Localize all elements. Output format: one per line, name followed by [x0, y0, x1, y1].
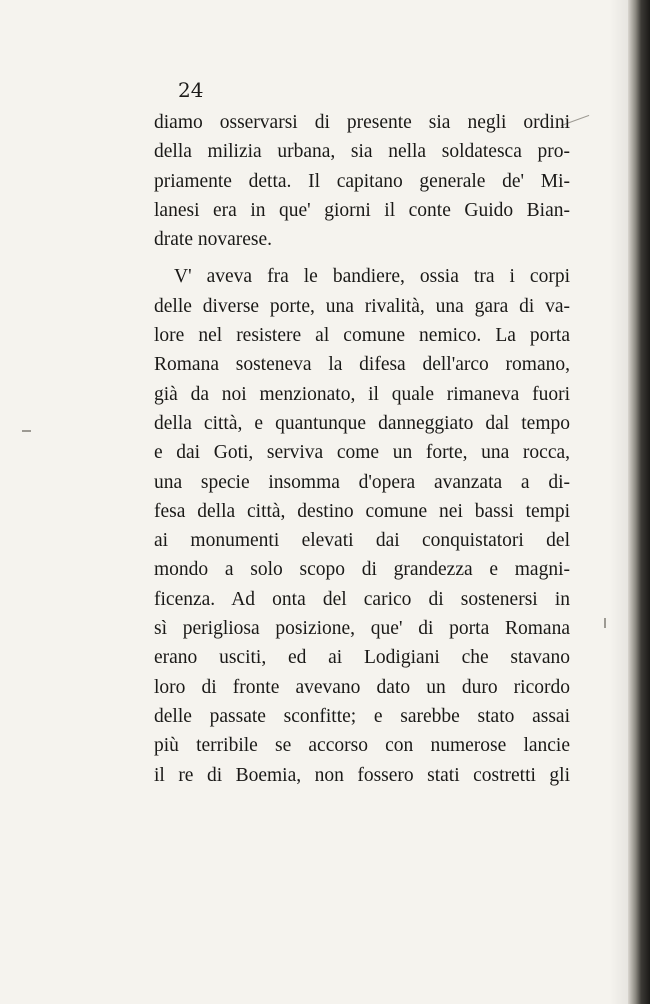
text-line: Romana sosteneva la difesa dell'arco romano,: [154, 354, 570, 376]
gutter-shadow: [610, 0, 628, 1004]
margin-mark: [22, 430, 31, 432]
text-line: già da noi menzionato, il quale rimaneva fuori: [154, 383, 570, 405]
margin-mark: [604, 618, 606, 628]
text-line: mondo a solo scopo di grandezza e magni-: [154, 559, 570, 581]
text-line: sì perigliosa posizione, que' di porta Romana: [154, 618, 570, 640]
text-line: il re di Boemia, non fossero stati costretti gli: [154, 764, 570, 786]
text-line: fesa della città, destino comune nei bassi tempi: [154, 500, 570, 522]
text-line: erano usciti, ed ai Lodigiani che stavano: [154, 647, 570, 669]
book-gutter: [628, 0, 650, 1004]
body-text: [154, 108, 570, 790]
paragraph: [154, 108, 570, 254]
text-line: loro di fronte avevano dato un duro ricordo: [154, 676, 570, 698]
paragraph: [154, 262, 570, 789]
text-line: della milizia urbana, sia nella soldatesca pro-: [154, 141, 570, 163]
text-line: ficenza. Ad onta del carico di sostenersi in: [154, 588, 570, 610]
text-line: ai monumenti elevati dai conquistatori del: [154, 530, 570, 552]
text-line: diamo osservarsi di presente sia negli ordini: [154, 112, 570, 133]
text-line: lore nel resistere al comune nemico. La porta: [154, 325, 570, 347]
text-line: della città, e quantunque danneggiato dal tempo: [154, 412, 570, 434]
text-line: priamente detta. Il capitano generale de' Mi-: [154, 170, 570, 192]
text-line: più terribile se accorso con numerose lancie: [154, 735, 570, 757]
text-line: V' aveva fra le bandiere, ossia tra i corpi: [174, 266, 570, 288]
text-line: e dai Goti, serviva come un forte, una rocca,: [154, 442, 570, 464]
text-line: drate novarese.: [154, 229, 273, 251]
text-line: lanesi era in que' giorni il conte Guido Bian-: [154, 199, 570, 221]
text-line: delle diverse porte, una rivalità, una gara di va-: [154, 295, 570, 317]
paragraph-gap: [154, 254, 570, 262]
text-line: una specie insomma d'opera avanzata a di-: [154, 471, 570, 493]
text-line: delle passate sconfitte; e sarebbe stato assai: [154, 705, 570, 727]
page-number: 24: [178, 78, 204, 102]
